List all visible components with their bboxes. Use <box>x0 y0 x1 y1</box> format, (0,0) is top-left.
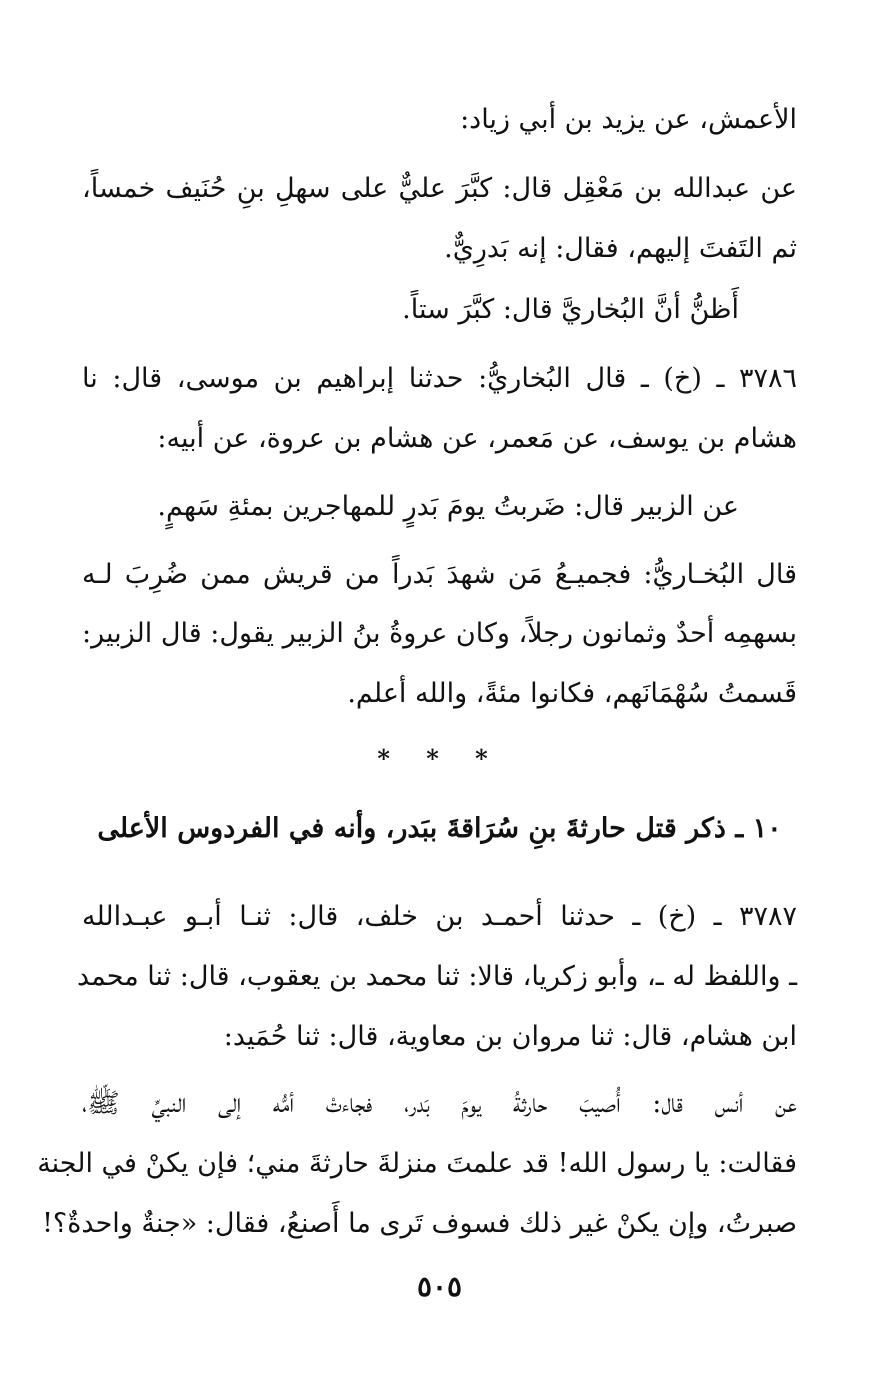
text-line-1: الأعمش، عن يزيد بن أبي زياد: <box>460 104 797 135</box>
text-line-7: عن الزبير قال: ضَربتُ يومَ بَدرٍ للمهاجرين بمئةِ سَهمٍ. <box>157 491 739 522</box>
text-line-15: فقالت: يا رسول الله! قد علمتَ منزلةَ حارثةَ مني؛ فإن يكنْ في الجنة <box>37 1148 797 1179</box>
text-line-6: هشام بن يوسف، عن مَعمر، عن هشام بن عروة، عن أبيه: <box>157 423 797 454</box>
text-line-8: قال البُخـاريُّ: فجميـعُ مَن شهدَ بَدراً من قريش ممن ضُرِبَ لـه <box>82 559 797 590</box>
page-number: ٥٠٥ <box>416 1270 463 1303</box>
text-line-3: ثم التَفتَ إليهم، فقال: إنه بَدرِيٌّ. <box>444 233 797 264</box>
text-line-9: بسهمِه أحدٌ وثمانون رجلاً، وكان عروةُ بنُ الزبير يقول: قال الزبير: <box>82 618 797 649</box>
text-line-5: ٣٧٨٦ ـ (خ) ـ قال البُخاريُّ: حدثنا إبراهيم بن موسى، قال: نا <box>82 363 797 394</box>
section-heading: ١٠ ـ ذكر قتل حارثةَ بنِ سُرَاقةَ ببَدر، وأنه في الفردوس الأعلى <box>97 813 782 844</box>
text-line-4: أَظنُّ أنَّ البُخاريَّ قال: كبَّرَ ستاً. <box>402 294 739 325</box>
text-line-10: قَسمتُ سُهْمَانَهم، فكانوا مئةً، والله أعلم. <box>347 678 797 709</box>
text-line-12: ـ واللفظ له ـ، وأبو زكريا، قالا: ثنا محمد بن يعقوب، قال: ثنا محمد <box>77 961 797 992</box>
text-line-2: عن عبدالله بن مَعْقِل قال: كبَّرَ عليٌّ على سهلِ بنِ حُنَيف خمساً، <box>82 173 797 204</box>
text-line-14: عن أنس قال: أُصيبَ حارثةُ يومَ بَدر، فجاءتْ أمُّه إلى النبيِّ ﷺ، <box>82 1088 797 1119</box>
section-separator: * * * <box>377 744 502 773</box>
text-line-16: صبرتُ، وإن يكنْ غير ذلك فسوف تَرى ما أَصنعُ، فقال: «جنةٌ واحدةٌ؟! <box>42 1208 797 1239</box>
text-line-13: ابن هشام، قال: ثنا مروان بن معاوية، قال: ثنا حُمَيد: <box>223 1021 797 1052</box>
text-line-11: ٣٧٨٧ ـ (خ) ـ حدثنا أحمـد بن خلف، قال: ثنـا أبـو عبـدالله <box>82 901 797 932</box>
